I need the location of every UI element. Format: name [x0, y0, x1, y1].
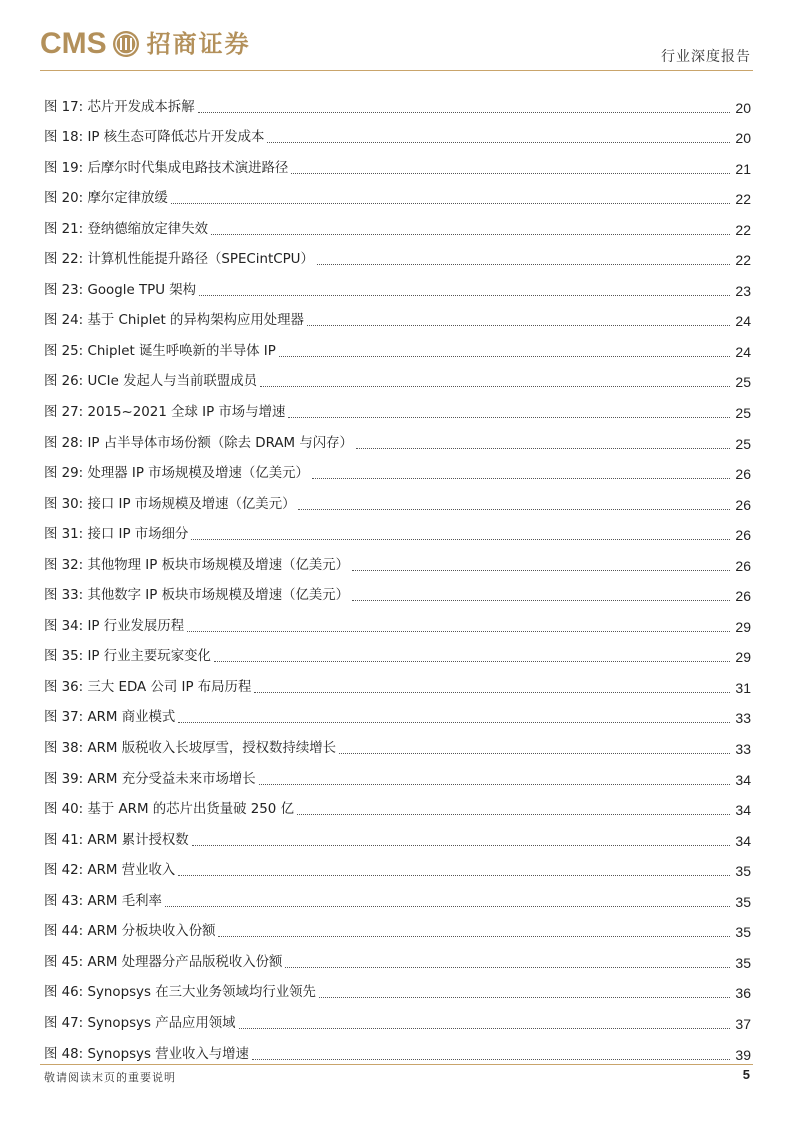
- toc-entry[interactable]: [44, 391, 751, 422]
- logo-chinese-name: 招商证券: [146, 29, 251, 58]
- dot-leader: [178, 722, 730, 723]
- figure-page-number: 26: [735, 466, 751, 483]
- figure-title: ARM 版税收入长坡厚雪，授权数持续增长: [87, 741, 336, 757]
- figure-page-number: 25: [735, 405, 751, 422]
- figure-label: 图 35:: [44, 649, 84, 665]
- dot-leader: [198, 112, 730, 113]
- toc-entry[interactable]: [44, 1002, 751, 1033]
- dot-leader: [339, 753, 730, 754]
- figure-list: [44, 86, 751, 1064]
- dot-leader: [352, 570, 730, 571]
- toc-entry[interactable]: [44, 819, 751, 850]
- toc-entry[interactable]: [44, 453, 751, 484]
- figure-title: 基于 ARM 的芯片出货量破 250 亿: [87, 802, 294, 818]
- figure-label: 图 42:: [44, 863, 84, 879]
- figure-title: 其他数字 IP 板块市场规模及增速（亿美元）: [87, 588, 350, 604]
- toc-entry[interactable]: [44, 147, 751, 178]
- company-logo: [40, 28, 251, 60]
- figure-label: 图 24:: [44, 313, 84, 329]
- figure-label: 图 41:: [44, 832, 84, 848]
- dot-leader: [288, 417, 730, 418]
- figure-label: 图 26:: [44, 374, 84, 390]
- dot-leader: [317, 264, 730, 265]
- figure-label: 图 44:: [44, 924, 84, 940]
- toc-entry[interactable]: [44, 300, 751, 331]
- figure-page-number: 20: [735, 130, 751, 147]
- toc-entry[interactable]: [44, 117, 751, 148]
- header-divider: [40, 70, 753, 71]
- figure-label: 图 36:: [44, 679, 84, 695]
- figure-label: 图 33:: [44, 588, 84, 604]
- toc-entry[interactable]: [44, 208, 751, 239]
- toc-entry[interactable]: [44, 330, 751, 361]
- figure-page-number: 39: [735, 1046, 751, 1063]
- figure-page-number: 26: [735, 527, 751, 544]
- toc-entry[interactable]: [44, 758, 751, 789]
- dot-leader: [291, 173, 730, 174]
- figure-page-number: 22: [735, 191, 751, 208]
- figure-label: 图 19:: [44, 160, 84, 176]
- figure-title: Google TPU 架构: [87, 282, 197, 298]
- figure-page-number: 33: [735, 710, 751, 727]
- dot-leader: [252, 1059, 730, 1060]
- toc-entry[interactable]: [44, 850, 751, 881]
- figure-title: ARM 毛利率: [87, 893, 162, 909]
- figure-title: IP 行业发展历程: [87, 618, 185, 634]
- toc-entry[interactable]: [44, 666, 751, 697]
- figure-label: 图 29:: [44, 466, 84, 482]
- figure-title: 处理器 IP 市场规模及增速（亿美元）: [87, 466, 309, 482]
- dot-leader: [218, 936, 730, 937]
- toc-entry[interactable]: [44, 178, 751, 209]
- figure-page-number: 22: [735, 221, 751, 238]
- figure-title: 三大 EDA 公司 IP 布局历程: [87, 679, 252, 695]
- dot-leader: [279, 356, 730, 357]
- figure-label: 图 40:: [44, 802, 84, 818]
- figure-page-number: 35: [735, 863, 751, 880]
- toc-entry[interactable]: [44, 422, 751, 453]
- figure-page-number: 24: [735, 313, 751, 330]
- figure-label: 图 32:: [44, 557, 84, 573]
- figure-title: 基于 Chiplet 的异构架构应用处理器: [87, 313, 304, 329]
- toc-entry[interactable]: [44, 514, 751, 545]
- figure-label: 图 18:: [44, 130, 84, 146]
- toc-entry[interactable]: [44, 941, 751, 972]
- figure-label: 图 39:: [44, 771, 84, 787]
- figure-label: 图 20:: [44, 191, 84, 207]
- figure-title: 芯片开发成本拆解: [87, 99, 195, 115]
- dot-leader: [352, 600, 730, 601]
- figure-label: 图 47:: [44, 1015, 84, 1031]
- figure-title: Chiplet 诞生呼唤新的半导体 IP: [87, 343, 276, 359]
- logo-badge-icon: [111, 29, 141, 59]
- toc-entry[interactable]: [44, 86, 751, 117]
- figure-title: ARM 充分受益未来市场增长: [87, 771, 256, 787]
- figure-label: 图 38:: [44, 741, 84, 757]
- dot-leader: [356, 448, 730, 449]
- figure-label: 图 28:: [44, 435, 84, 451]
- dot-leader: [297, 814, 730, 815]
- toc-entry[interactable]: [44, 483, 751, 514]
- dot-leader: [307, 325, 730, 326]
- figure-label: 图 27:: [44, 405, 84, 421]
- figure-title: ARM 商业模式: [87, 710, 176, 726]
- figure-title: ARM 分板块收入份额: [87, 924, 216, 940]
- figure-page-number: 36: [735, 985, 751, 1002]
- figure-label: 图 25:: [44, 343, 84, 359]
- toc-entry[interactable]: [44, 269, 751, 300]
- toc-entry[interactable]: [44, 575, 751, 606]
- figure-label: 图 17:: [44, 99, 84, 115]
- toc-entry[interactable]: [44, 911, 751, 942]
- figure-title: Synopsys 在三大业务领域均行业领先: [87, 985, 316, 1001]
- figure-page-number: 34: [735, 832, 751, 849]
- figure-label: 图 30:: [44, 496, 84, 512]
- figure-title: ARM 累计授权数: [87, 832, 189, 848]
- figure-page-number: 29: [735, 618, 751, 635]
- toc-entry[interactable]: [44, 239, 751, 270]
- footer-divider: [40, 1064, 753, 1065]
- toc-entry[interactable]: [44, 697, 751, 728]
- figure-title: 计算机性能提升路径（SPECintCPU）: [87, 252, 314, 268]
- figure-label: 图 46:: [44, 985, 84, 1001]
- figure-label: 图 43:: [44, 893, 84, 909]
- figure-page-number: 23: [735, 282, 751, 299]
- figure-title: IP 占半导体市场份额（除去 DRAM 与闪存）: [87, 435, 353, 451]
- dot-leader: [285, 967, 730, 968]
- figure-page-number: 21: [735, 160, 751, 177]
- dot-leader: [191, 539, 730, 540]
- figure-page-number: 25: [735, 435, 751, 452]
- dot-leader: [187, 631, 730, 632]
- figure-title: IP 行业主要玩家变化: [87, 649, 211, 665]
- figure-label: 图 23:: [44, 282, 84, 298]
- dot-leader: [254, 692, 730, 693]
- figure-page-number: 37: [735, 1015, 751, 1032]
- figure-title: Synopsys 营业收入与增速: [87, 1046, 249, 1062]
- figure-page-number: 33: [735, 741, 751, 758]
- figure-title: IP 核生态可降低芯片开发成本: [87, 130, 265, 146]
- figure-page-number: 20: [735, 99, 751, 116]
- figure-page-number: 24: [735, 343, 751, 360]
- report-type: 行业深度报告: [661, 49, 751, 65]
- figure-page-number: 34: [735, 771, 751, 788]
- dot-leader: [319, 997, 730, 998]
- dot-leader: [199, 295, 730, 296]
- dot-leader: [165, 906, 730, 907]
- toc-entry[interactable]: [44, 789, 751, 820]
- dot-leader: [171, 203, 730, 204]
- figure-label: 图 34:: [44, 618, 84, 634]
- dot-leader: [260, 386, 730, 387]
- figure-page-number: 35: [735, 954, 751, 971]
- toc-entry[interactable]: [44, 1033, 751, 1064]
- dot-leader: [192, 845, 730, 846]
- figure-title: 登纳德缩放定律失效: [87, 221, 208, 237]
- toc-entry[interactable]: [44, 880, 751, 911]
- figure-label: 图 22:: [44, 252, 84, 268]
- dot-leader: [211, 234, 730, 235]
- toc-entry[interactable]: [44, 361, 751, 392]
- figure-page-number: 35: [735, 924, 751, 941]
- dot-leader: [259, 784, 730, 785]
- dot-leader: [312, 478, 730, 479]
- figure-title: 接口 IP 市场规模及增速（亿美元）: [87, 496, 296, 512]
- figure-title: ARM 处理器分产品版税收入份额: [87, 954, 283, 970]
- figure-label: 图 45:: [44, 954, 84, 970]
- toc-entry[interactable]: [44, 972, 751, 1003]
- page-number: 5: [742, 1067, 750, 1082]
- figure-title: UCIe 发起人与当前联盟成员: [87, 374, 257, 390]
- toc-entry[interactable]: [44, 636, 751, 667]
- figure-page-number: 34: [735, 802, 751, 819]
- figure-page-number: 25: [735, 374, 751, 391]
- figure-title: 2015~2021 全球 IP 市场与增速: [87, 405, 286, 421]
- figure-page-number: 31: [735, 679, 751, 696]
- figure-page-number: 26: [735, 557, 751, 574]
- figure-title: 接口 IP 市场细分: [87, 527, 189, 543]
- toc-entry[interactable]: [44, 727, 751, 758]
- figure-page-number: 22: [735, 252, 751, 269]
- figure-title: 其他物理 IP 板块市场规模及增速（亿美元）: [87, 557, 350, 573]
- dot-leader: [267, 142, 730, 143]
- dot-leader: [178, 875, 730, 876]
- toc-entry[interactable]: [44, 605, 751, 636]
- dot-leader: [239, 1028, 730, 1029]
- figure-title: 摩尔定律放缓: [87, 191, 168, 207]
- figure-page-number: 35: [735, 893, 751, 910]
- footer-disclaimer: 敬请阅读末页的重要说明: [44, 1071, 176, 1084]
- toc-entry[interactable]: [44, 544, 751, 575]
- dot-leader: [214, 661, 730, 662]
- page-header: [0, 0, 793, 72]
- logo-text: CMS: [40, 27, 107, 60]
- figure-page-number: 26: [735, 496, 751, 513]
- figure-page-number: 26: [735, 588, 751, 605]
- figure-title: ARM 营业收入: [87, 863, 176, 879]
- figure-label: 图 37:: [44, 710, 84, 726]
- dot-leader: [298, 509, 730, 510]
- figure-title: 后摩尔时代集成电路技术演进路径: [87, 160, 289, 176]
- figure-page-number: 29: [735, 649, 751, 666]
- figure-label: 图 48:: [44, 1046, 84, 1062]
- figure-label: 图 21:: [44, 221, 84, 237]
- figure-title: Synopsys 产品应用领域: [87, 1015, 236, 1031]
- figure-label: 图 31:: [44, 527, 84, 543]
